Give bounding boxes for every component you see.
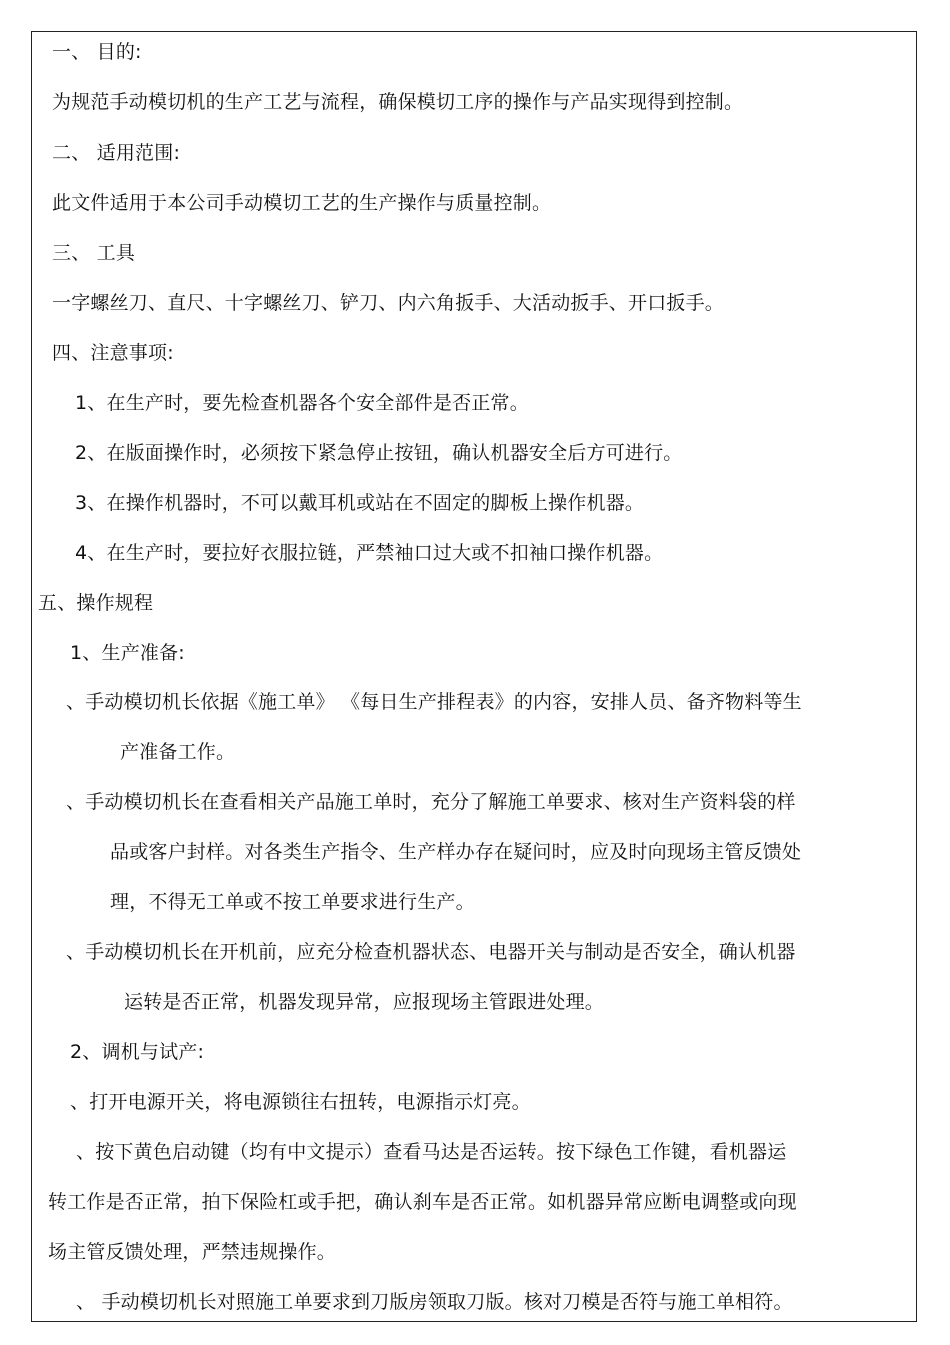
caution-item-1: 1、在生产时，要先检查机器各个安全部件是否正常。 xyxy=(75,392,529,414)
paragraph-line: 产准备工作。 xyxy=(120,741,236,763)
section-2-text: 此文件适用于本公司手动模切工艺的生产操作与质量控制。 xyxy=(52,192,552,214)
paragraph-line: 场主管反馈处理，严禁违规操作。 xyxy=(48,1241,337,1263)
paragraph-line: 理，不得无工单或不按工单要求进行生产。 xyxy=(110,891,475,913)
section-3-heading: 三、 工具 xyxy=(52,242,136,264)
paragraph-line: 、打开电源开关，将电源锁往右扭转，电源指示灯亮。 xyxy=(70,1091,531,1113)
paragraph-line: 、手动模切机长依据《施工单》 《每日生产排程表》的内容，安排人员、备齐物料等生 xyxy=(66,691,802,713)
document-frame xyxy=(31,31,917,1322)
caution-item-4: 4、在生产时，要拉好衣服拉链，严禁袖口过大或不扣袖口操作机器。 xyxy=(75,542,664,564)
paragraph-line: 品或客户封样。对各类生产指令、生产样办存在疑问时，应及时向现场主管反馈处 xyxy=(110,841,802,863)
paragraph-line: 、手动模切机长在查看相关产品施工单时，充分了解施工单要求、核对生产资料袋的样 xyxy=(66,791,796,813)
paragraph-line: 、手动模切机长在开机前，应充分检查机器状态、电器开关与制动是否安全，确认机器 xyxy=(66,941,796,963)
paragraph-line: 转工作是否正常，拍下保险杠或手把，确认刹车是否正常。如机器异常应断电调整或向现 xyxy=(48,1191,797,1213)
caution-item-2: 2、在版面操作时，必须按下紧急停止按钮，确认机器安全后方可进行。 xyxy=(75,442,683,464)
section-4-heading: 四、注意事项: xyxy=(52,342,174,364)
section-2-heading: 二、 适用范围: xyxy=(52,142,181,164)
section-1-heading: 一、 目的: xyxy=(52,41,142,63)
subsection-machine-setup: 2、调机与试产: xyxy=(70,1041,205,1063)
caution-item-3: 3、在操作机器时，不可以戴耳机或站在不固定的脚板上操作机器。 xyxy=(75,492,645,514)
section-1-text: 为规范手动模切机的生产工艺与流程，确保模切工序的操作与产品实现得到控制。 xyxy=(52,91,744,113)
paragraph-line: 、按下黄色启动键（均有中文提示）查看马达是否运转。按下绿色工作键，看机器运 xyxy=(76,1141,787,1163)
paragraph-line: 运转是否正常，机器发现异常，应报现场主管跟进处理。 xyxy=(124,991,605,1013)
subsection-production-prep: 1、生产准备: xyxy=(70,642,185,664)
paragraph-line: 、 手动模切机长对照施工单要求到刀版房领取刀版。核对刀模是否符与施工单相符。 xyxy=(76,1291,793,1313)
section-3-text: 一字螺丝刀、直尺、十字螺丝刀、铲刀、内六角扳手、大活动扳手、开口扳手。 xyxy=(52,292,725,314)
section-5-heading: 五、操作规程 xyxy=(38,592,154,614)
